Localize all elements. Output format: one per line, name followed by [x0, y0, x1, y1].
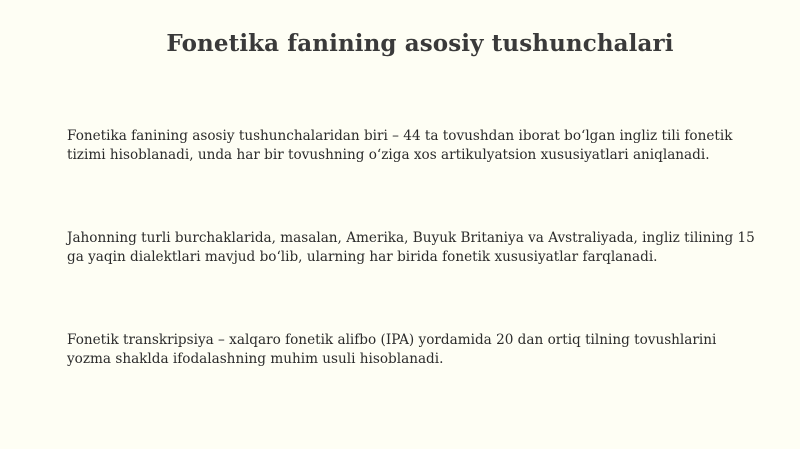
paragraph-transcription: Fonetik transkripsiya – xalqaro fonetik alifbo (IPA) yordamida 20 dan ortiq tilning tovushlarini yozma shaklda ifodalashning muhim usuli hisoblanadi. [67, 332, 717, 367]
paragraph-phonetic-system: Fonetika fanining asosiy tushunchalaridan biri – 44 ta tovushdan iborat bo‘lgan ingliz tili fonetik tizimi hisoblanadi, unda har bir tovushning o‘ziga xos artikulyatsion xususiyatlari aniqlanadi. [67, 128, 733, 163]
paragraph-dialects: Jahonning turli burchaklarida, masalan, Amerika, Buyuk Britaniya va Avstraliyada, ingliz tilining 15 ga yaqin dialektlari mavjud bo‘lib, ularning har birida fonetik xususiyatlar farqlanadi. [67, 230, 755, 265]
slide-title: Fonetika fanining asosiy tushunchalari [166, 30, 674, 57]
